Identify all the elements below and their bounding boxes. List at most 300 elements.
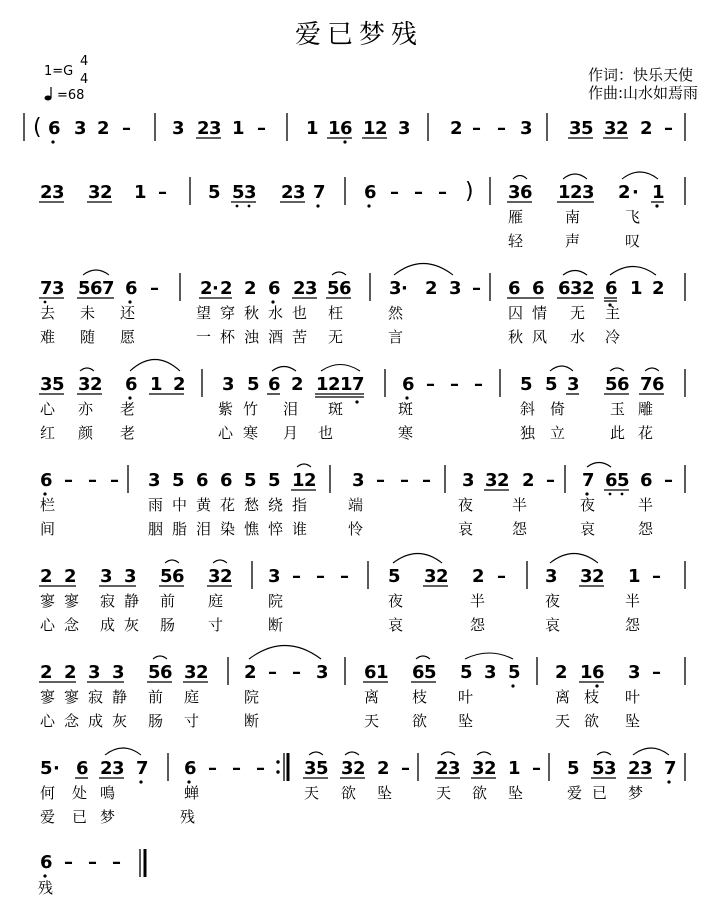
svg-text:2: 2	[64, 566, 77, 587]
svg-text:去: 去	[40, 304, 56, 322]
svg-text:3: 3	[124, 566, 137, 587]
svg-text:3: 3	[389, 278, 402, 299]
svg-text:6: 6	[125, 278, 138, 299]
svg-text:–: –	[122, 118, 131, 139]
svg-text:半: 半	[470, 592, 486, 610]
svg-text:苦: 苦	[292, 328, 308, 346]
svg-text:无: 无	[570, 304, 586, 322]
svg-text:肠: 肠	[148, 712, 164, 730]
svg-text:2: 2	[328, 374, 341, 395]
svg-text:3: 3	[293, 182, 306, 203]
svg-text:6: 6	[40, 852, 53, 873]
svg-text:3: 3	[184, 662, 197, 683]
svg-text:飞: 飞	[625, 208, 641, 226]
svg-text:–: –	[112, 852, 121, 873]
svg-text:寥: 寥	[40, 592, 56, 610]
svg-text:): )	[465, 179, 474, 204]
svg-text:声: 声	[565, 232, 581, 250]
svg-text:欲: 欲	[412, 712, 428, 730]
svg-text:愿: 愿	[120, 328, 136, 346]
svg-text:绕: 绕	[268, 496, 284, 514]
svg-text:3: 3	[462, 470, 475, 491]
svg-text:6: 6	[640, 470, 653, 491]
svg-text:庭: 庭	[208, 592, 224, 610]
svg-text:雕: 雕	[638, 400, 654, 418]
svg-text:2: 2	[425, 278, 438, 299]
svg-text:叶: 叶	[458, 688, 474, 706]
svg-text:寥: 寥	[64, 688, 80, 706]
svg-text:6: 6	[592, 662, 605, 683]
svg-text:6: 6	[90, 278, 103, 299]
svg-text:3: 3	[341, 758, 354, 779]
svg-text:5: 5	[508, 662, 521, 683]
svg-text:斑: 斑	[328, 400, 344, 418]
svg-text:7: 7	[352, 374, 365, 395]
svg-text:7: 7	[136, 758, 149, 779]
svg-text:–: –	[268, 662, 277, 683]
svg-text:酒: 酒	[268, 328, 284, 346]
svg-text:南: 南	[565, 208, 581, 226]
svg-text:2: 2	[40, 566, 53, 587]
svg-text:夜: 夜	[580, 496, 596, 514]
svg-text:未: 未	[80, 304, 96, 322]
svg-text:1: 1	[628, 566, 641, 587]
svg-text:–: –	[292, 662, 301, 683]
tempo-marking: =68	[57, 88, 85, 103]
svg-text:5: 5	[52, 374, 65, 395]
svg-text:1: 1	[328, 118, 341, 139]
svg-text:5: 5	[268, 470, 281, 491]
lyrics	[38, 208, 654, 897]
svg-text:2: 2	[196, 662, 209, 683]
svg-text:7: 7	[582, 470, 595, 491]
svg-text:2: 2	[244, 662, 257, 683]
svg-text:天: 天	[364, 712, 380, 730]
svg-text:–: –	[316, 566, 325, 587]
svg-text:6: 6	[76, 758, 89, 779]
svg-text:–: –	[150, 278, 159, 299]
svg-text:2: 2	[304, 470, 317, 491]
svg-text:脂: 脂	[172, 520, 188, 538]
svg-text:–: –	[340, 566, 349, 587]
svg-text:–: –	[64, 852, 73, 873]
svg-text:秋: 秋	[244, 304, 260, 322]
svg-text:1: 1	[376, 662, 389, 683]
svg-text:6: 6	[339, 278, 352, 299]
svg-text:寸: 寸	[208, 616, 224, 634]
svg-text:也: 也	[292, 304, 308, 322]
svg-text:肠: 肠	[160, 616, 176, 634]
svg-text:3: 3	[268, 566, 281, 587]
svg-text:3: 3	[172, 118, 185, 139]
time-signature-top: 4	[80, 54, 89, 69]
svg-text:欲: 欲	[472, 784, 488, 802]
svg-text:紫: 紫	[218, 400, 234, 418]
svg-text:哀: 哀	[580, 520, 596, 538]
svg-text:前: 前	[148, 688, 164, 706]
svg-text:3: 3	[472, 758, 485, 779]
svg-text:坠: 坠	[458, 712, 474, 730]
svg-text:2: 2	[40, 182, 53, 203]
svg-text:–: –	[652, 662, 661, 683]
svg-text:前: 前	[160, 592, 176, 610]
svg-text:3: 3	[570, 278, 583, 299]
svg-text:欲: 欲	[584, 712, 600, 730]
svg-text:5: 5	[247, 374, 260, 395]
svg-text:6: 6	[605, 278, 618, 299]
svg-text:半: 半	[512, 496, 528, 514]
svg-text:轻: 轻	[508, 232, 524, 250]
svg-text:泪: 泪	[196, 520, 212, 538]
svg-text:欲: 欲	[341, 784, 357, 802]
svg-text:3: 3	[112, 758, 125, 779]
svg-text:冷: 冷	[605, 328, 621, 346]
svg-text:5: 5	[460, 662, 473, 683]
svg-text:7: 7	[102, 278, 115, 299]
svg-text:3: 3	[74, 118, 87, 139]
svg-text:枝: 枝	[584, 688, 600, 706]
svg-text:3: 3	[508, 182, 521, 203]
svg-text:2: 2	[244, 278, 257, 299]
svg-text:憔: 憔	[244, 520, 260, 538]
svg-text:成: 成	[100, 616, 116, 634]
svg-text:亦: 亦	[78, 400, 94, 418]
svg-text:6: 6	[268, 374, 281, 395]
svg-text:浊: 浊	[244, 328, 260, 346]
svg-text:6: 6	[652, 374, 665, 395]
svg-text:–: –	[664, 470, 673, 491]
svg-text:夜: 夜	[545, 592, 561, 610]
svg-text:断: 断	[268, 616, 284, 634]
svg-text:3: 3	[520, 118, 533, 139]
svg-text:3: 3	[484, 662, 497, 683]
svg-text:愁: 愁	[244, 496, 260, 514]
svg-text:老: 老	[120, 424, 136, 442]
svg-text:间: 间	[40, 520, 56, 538]
svg-text:6: 6	[48, 118, 61, 139]
svg-text:2: 2	[291, 374, 304, 395]
svg-text:2: 2	[200, 278, 213, 299]
svg-text:3: 3	[209, 118, 222, 139]
svg-text:竹: 竹	[243, 400, 259, 418]
svg-text:–: –	[532, 758, 541, 779]
svg-text:6: 6	[412, 662, 425, 683]
svg-text:水: 水	[570, 328, 586, 346]
svg-text:2: 2	[652, 278, 665, 299]
svg-text:–: –	[256, 758, 265, 779]
svg-text:院: 院	[268, 592, 284, 610]
svg-text:3: 3	[398, 118, 411, 139]
svg-text:中: 中	[172, 496, 188, 514]
svg-text:–: –	[376, 470, 385, 491]
svg-text:1: 1	[134, 182, 147, 203]
svg-text:叶: 叶	[625, 688, 641, 706]
svg-text:情: 情	[532, 304, 548, 322]
svg-text:–: –	[652, 566, 661, 587]
svg-text:处: 处	[72, 784, 88, 802]
svg-text:庭: 庭	[184, 688, 200, 706]
svg-text:3: 3	[580, 566, 593, 587]
svg-text:爱: 爱	[567, 784, 583, 802]
svg-text:天: 天	[304, 784, 320, 802]
svg-text:–: –	[472, 278, 481, 299]
svg-text:·: ·	[401, 278, 408, 299]
svg-text:3: 3	[244, 182, 257, 203]
svg-text:言: 言	[388, 328, 404, 346]
svg-text:2: 2	[570, 182, 583, 203]
svg-text:红: 红	[40, 424, 56, 442]
svg-text:3: 3	[569, 118, 582, 139]
svg-text:(: (	[33, 115, 42, 140]
svg-text:1: 1	[630, 278, 643, 299]
svg-text:水: 水	[268, 304, 284, 322]
svg-text:指: 指	[292, 496, 308, 514]
svg-text:花: 花	[638, 424, 654, 442]
svg-text:5: 5	[424, 662, 437, 683]
svg-text:6: 6	[617, 374, 630, 395]
song-title: 爱已梦残	[294, 20, 423, 50]
svg-text:寂: 寂	[88, 688, 104, 706]
svg-text:黄: 黄	[196, 496, 212, 514]
svg-text:斜: 斜	[520, 400, 536, 418]
svg-text:望: 望	[196, 304, 212, 322]
svg-text:6: 6	[196, 470, 209, 491]
svg-text:3: 3	[628, 662, 641, 683]
svg-text:灰: 灰	[112, 712, 128, 730]
svg-text:立: 立	[550, 424, 566, 442]
svg-text:3: 3	[449, 278, 462, 299]
svg-text:·: ·	[53, 758, 60, 779]
svg-text:1: 1	[340, 374, 353, 395]
svg-text:7: 7	[664, 758, 677, 779]
svg-text:6: 6	[268, 278, 281, 299]
svg-text:2: 2	[197, 118, 210, 139]
svg-text:栏: 栏	[40, 496, 56, 514]
svg-text:2: 2	[582, 278, 595, 299]
svg-text:3: 3	[88, 662, 101, 683]
svg-text:5: 5	[148, 662, 161, 683]
svg-text:·: ·	[212, 278, 219, 299]
svg-text:–: –	[474, 374, 483, 395]
svg-text:6: 6	[402, 374, 415, 395]
svg-text:老: 老	[120, 400, 136, 418]
svg-text:主: 主	[605, 304, 621, 322]
svg-text:也: 也	[318, 424, 334, 442]
svg-text:2: 2	[484, 758, 497, 779]
svg-text:5: 5	[388, 566, 401, 587]
svg-text:–: –	[438, 182, 447, 203]
svg-text:5: 5	[160, 566, 173, 587]
svg-text:2: 2	[353, 758, 366, 779]
svg-text:5: 5	[40, 758, 53, 779]
svg-text:–: –	[400, 470, 409, 491]
svg-text:–: –	[414, 182, 423, 203]
time-signature-bottom: 4	[80, 72, 89, 87]
svg-text:3: 3	[100, 566, 113, 587]
svg-text:2: 2	[616, 118, 629, 139]
svg-text:2: 2	[220, 278, 233, 299]
svg-text:悴: 悴	[268, 520, 284, 538]
svg-text:寂: 寂	[100, 592, 116, 610]
svg-text:怜: 怜	[348, 520, 364, 538]
svg-text:6: 6	[40, 470, 53, 491]
svg-text:梦: 梦	[628, 784, 644, 802]
svg-text:3: 3	[40, 374, 53, 395]
svg-text:枝: 枝	[412, 688, 428, 706]
svg-text:6: 6	[220, 470, 233, 491]
svg-text:2: 2	[293, 278, 306, 299]
svg-text:囚: 囚	[508, 304, 524, 322]
svg-text:天: 天	[555, 712, 571, 730]
svg-text:残: 残	[38, 879, 54, 897]
svg-text:–: –	[426, 374, 435, 395]
svg-text:灰: 灰	[124, 616, 140, 634]
svg-text:已: 已	[592, 784, 608, 802]
svg-text:2: 2	[64, 662, 77, 683]
svg-text:花: 花	[220, 496, 236, 514]
svg-text:夜: 夜	[458, 496, 474, 514]
svg-text:2: 2	[472, 566, 485, 587]
svg-text:哀: 哀	[545, 616, 561, 634]
svg-text:3: 3	[545, 566, 558, 587]
svg-text:难: 难	[40, 328, 56, 346]
svg-text:染: 染	[220, 520, 236, 538]
svg-text:6: 6	[160, 662, 173, 683]
svg-text:6: 6	[172, 566, 185, 587]
svg-text:–: –	[88, 470, 97, 491]
svg-text:7: 7	[640, 374, 653, 395]
svg-text:2: 2	[90, 374, 103, 395]
svg-text:5: 5	[617, 470, 630, 491]
svg-text:–: –	[546, 470, 555, 491]
svg-text:念: 念	[64, 712, 80, 730]
svg-text:–: –	[497, 118, 506, 139]
svg-text:–: –	[232, 758, 241, 779]
svg-text:3: 3	[604, 118, 617, 139]
svg-text:坠: 坠	[508, 784, 524, 802]
svg-text:3: 3	[448, 758, 461, 779]
svg-text:3: 3	[567, 374, 580, 395]
svg-text:何: 何	[40, 784, 56, 802]
svg-text:无: 无	[328, 328, 344, 346]
svg-text:3: 3	[52, 278, 65, 299]
svg-text:鳴: 鳴	[100, 784, 116, 802]
svg-text:离: 离	[364, 688, 380, 706]
svg-text:3: 3	[78, 374, 91, 395]
svg-text:6: 6	[558, 278, 571, 299]
svg-text:心: 心	[40, 616, 56, 634]
svg-text:6: 6	[364, 182, 377, 203]
svg-text:2: 2	[40, 662, 53, 683]
svg-text:1: 1	[558, 182, 571, 203]
svg-text:静: 静	[124, 592, 140, 610]
svg-text:离: 离	[555, 688, 571, 706]
svg-text:1: 1	[316, 374, 329, 395]
svg-text:3: 3	[148, 470, 161, 491]
svg-text:7: 7	[313, 182, 326, 203]
svg-text:叹: 叹	[625, 232, 641, 250]
svg-text:然: 然	[388, 304, 404, 322]
svg-text:断: 断	[244, 712, 260, 730]
svg-text:–: –	[208, 758, 217, 779]
svg-text:哀: 哀	[458, 520, 474, 538]
svg-text:5: 5	[581, 118, 594, 139]
svg-text:3: 3	[316, 662, 329, 683]
svg-text:谁: 谁	[292, 520, 308, 538]
svg-text:3: 3	[304, 758, 317, 779]
svg-text:怨: 怨	[638, 520, 654, 538]
svg-text:秋: 秋	[508, 328, 524, 346]
svg-text:3: 3	[424, 566, 437, 587]
svg-text:杯: 杯	[220, 328, 236, 346]
svg-text:–: –	[664, 118, 673, 139]
svg-text:月: 月	[283, 424, 299, 442]
svg-text:泪: 泪	[283, 400, 299, 418]
svg-text:2: 2	[640, 118, 653, 139]
svg-text:一: 一	[196, 328, 212, 346]
svg-text:2: 2	[97, 118, 110, 139]
svg-text:1: 1	[652, 182, 665, 203]
svg-text:念: 念	[64, 616, 80, 634]
svg-text:胭: 胭	[148, 520, 164, 538]
svg-text:寥: 寥	[64, 592, 80, 610]
svg-text:怨: 怨	[512, 520, 528, 538]
svg-text:枉: 枉	[328, 304, 344, 322]
svg-text:6: 6	[340, 118, 353, 139]
svg-text:夜: 夜	[388, 592, 404, 610]
svg-text:3: 3	[112, 662, 125, 683]
svg-text:–: –	[110, 470, 119, 491]
svg-text:3: 3	[604, 758, 617, 779]
svg-text:静: 静	[112, 688, 128, 706]
composer-credit: 作曲:山水如焉雨	[588, 84, 699, 102]
svg-text:–: –	[390, 182, 399, 203]
svg-text:哀: 哀	[388, 616, 404, 634]
svg-text:6: 6	[508, 278, 521, 299]
svg-text:风: 风	[532, 328, 548, 346]
svg-text:–: –	[257, 118, 266, 139]
svg-text:寥: 寥	[40, 688, 56, 706]
svg-text:5: 5	[605, 374, 618, 395]
svg-text:残: 残	[180, 808, 196, 826]
svg-text:心: 心	[40, 400, 56, 418]
svg-text:成: 成	[88, 712, 104, 730]
key-signature: 1=G	[44, 64, 74, 79]
svg-text:2: 2	[375, 118, 388, 139]
svg-text:1: 1	[232, 118, 245, 139]
svg-text:2: 2	[436, 566, 449, 587]
svg-text:半: 半	[625, 592, 641, 610]
svg-text:此: 此	[610, 424, 626, 442]
svg-text:随: 随	[80, 328, 96, 346]
svg-text:怨: 怨	[470, 616, 486, 634]
svg-text:1: 1	[508, 758, 521, 779]
svg-text:天: 天	[436, 784, 452, 802]
svg-text:6: 6	[125, 374, 138, 395]
svg-text:3: 3	[582, 182, 595, 203]
svg-text:蝉: 蝉	[184, 784, 200, 802]
svg-text:6: 6	[520, 182, 533, 203]
svg-text:颜: 颜	[78, 424, 94, 442]
svg-text:坠: 坠	[625, 712, 641, 730]
svg-text:玉: 玉	[610, 400, 626, 418]
svg-text:5: 5	[172, 470, 185, 491]
svg-text:2: 2	[497, 470, 510, 491]
svg-text:穿: 穿	[220, 304, 236, 322]
svg-text:2: 2	[377, 758, 390, 779]
svg-text:–: –	[158, 182, 167, 203]
svg-text:雨: 雨	[148, 496, 164, 514]
